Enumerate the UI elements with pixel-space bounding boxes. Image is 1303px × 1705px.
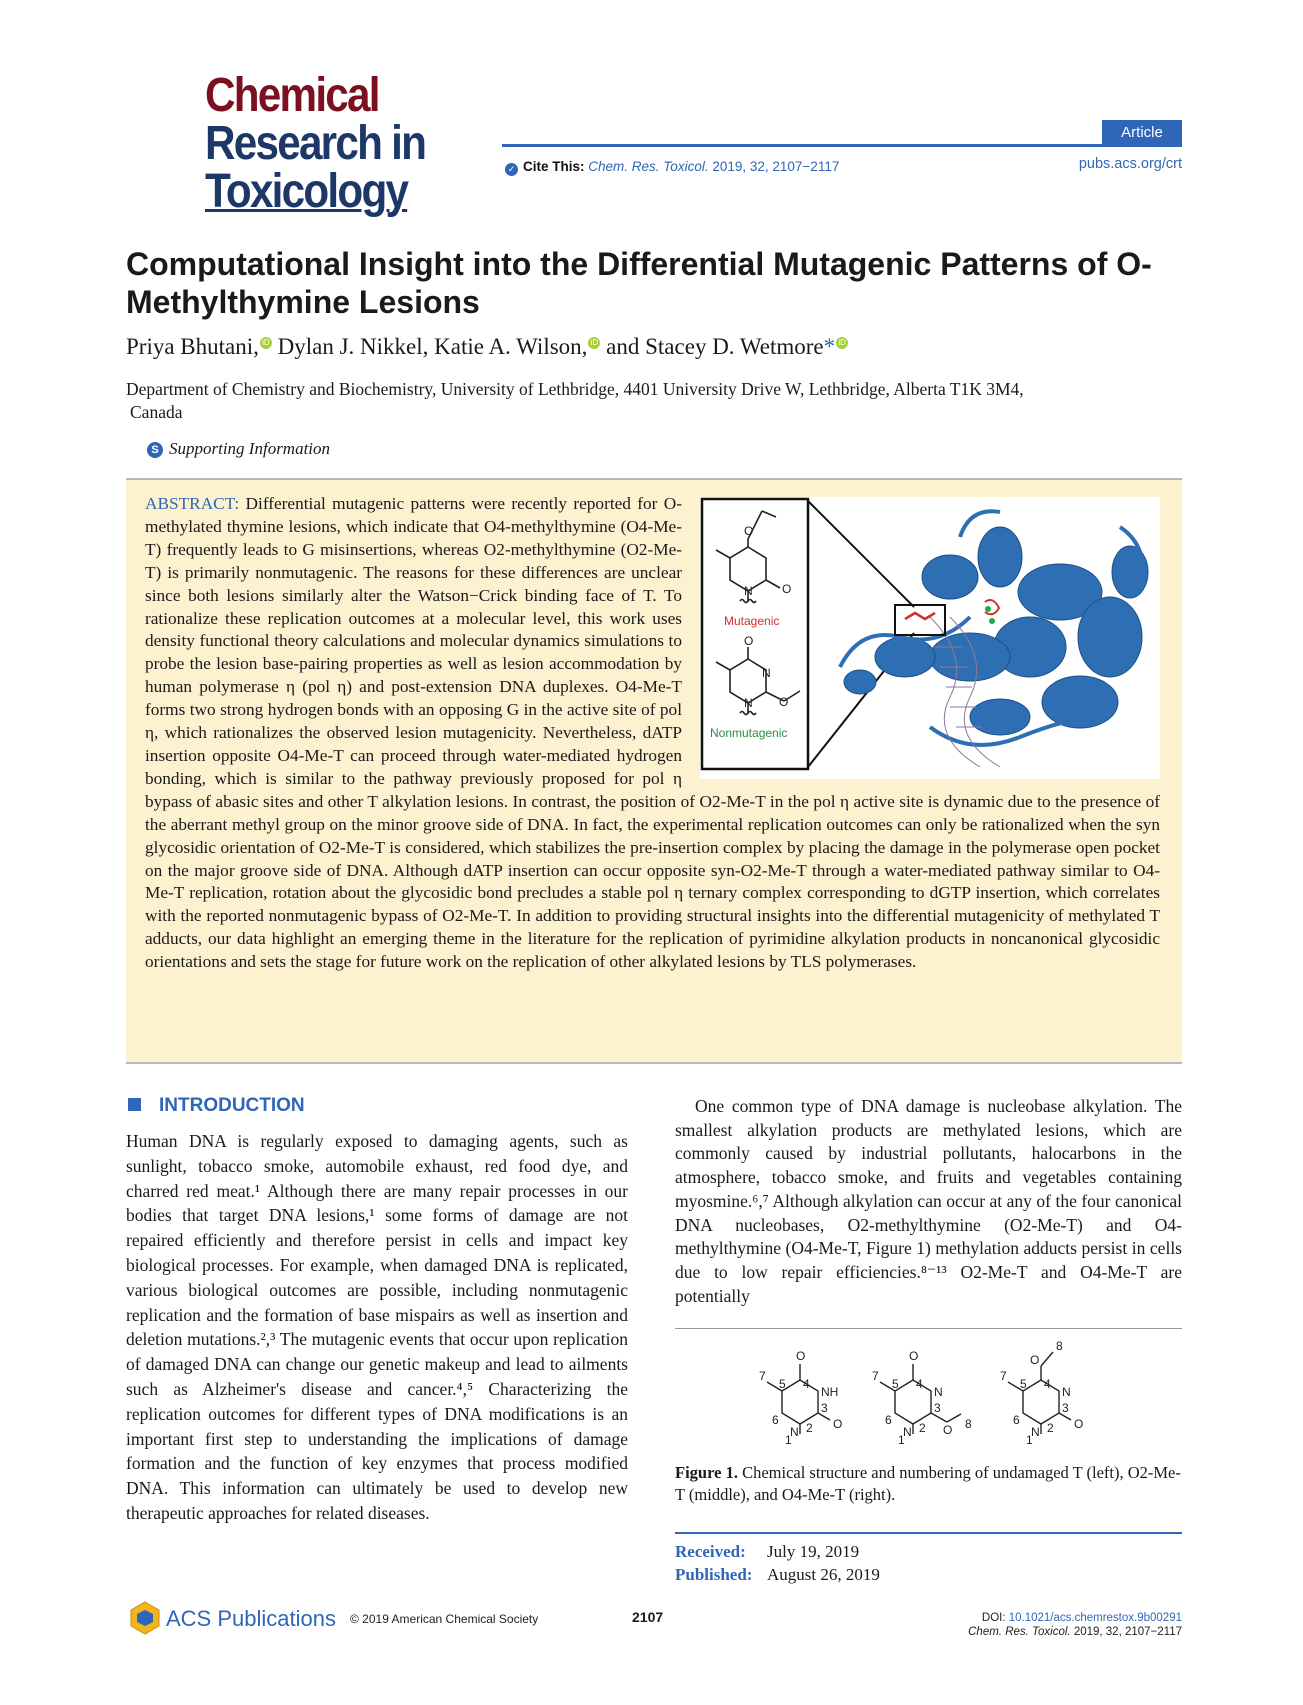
affiliation-country: Canada bbox=[130, 402, 183, 422]
logo-line-1: Chemical bbox=[205, 69, 379, 122]
abstract-label: ABSTRACT: bbox=[145, 494, 240, 513]
affiliation bbox=[126, 378, 1186, 424]
abstract bbox=[145, 493, 1160, 974]
svg-text:4: 4 bbox=[1044, 1377, 1051, 1391]
section-bullet-icon bbox=[128, 1098, 141, 1111]
author-name[interactable]: and Stacey D. Wetmore bbox=[606, 334, 824, 359]
publisher-name: ACS Publications bbox=[166, 1606, 336, 1631]
author-name[interactable]: Priya Bhutani, bbox=[126, 334, 259, 359]
logo-line-3: Toxicology bbox=[205, 165, 408, 218]
cite-this[interactable] bbox=[505, 159, 839, 176]
received-label: Received: bbox=[675, 1542, 746, 1561]
svg-text:8: 8 bbox=[1056, 1339, 1063, 1353]
supporting-info-icon: S bbox=[147, 442, 163, 458]
footer-citation: 2019, 32, 2107−2117 bbox=[1073, 1626, 1182, 1638]
svg-text:7: 7 bbox=[872, 1369, 879, 1383]
svg-text:4: 4 bbox=[916, 1377, 923, 1391]
check-icon: ✓ bbox=[505, 163, 518, 176]
zoom-line bbox=[808, 501, 914, 607]
nonmutagenic-label: Nonmutagenic bbox=[710, 726, 788, 740]
svg-text:4: 4 bbox=[803, 1377, 810, 1391]
svg-text:6: 6 bbox=[885, 1413, 892, 1427]
acs-hexagon-icon bbox=[128, 1600, 162, 1636]
svg-text:1: 1 bbox=[898, 1433, 905, 1447]
publication-dates bbox=[675, 1540, 880, 1586]
doi-label: DOI: bbox=[981, 1612, 1006, 1624]
svg-text:5: 5 bbox=[892, 1377, 899, 1391]
header-rule bbox=[502, 144, 1182, 147]
nitrogen-label: N bbox=[762, 666, 771, 680]
section-heading bbox=[128, 1095, 305, 1117]
toc-graphic-svg bbox=[700, 497, 1160, 779]
figure-1 bbox=[675, 1338, 1182, 1458]
cite-label: Cite This: bbox=[523, 159, 585, 174]
figure-1-caption bbox=[675, 1462, 1182, 1506]
orcid-icon[interactable]: iD bbox=[588, 337, 600, 349]
intro-paragraph: Human DNA is regularly exposed to damaging agents, such as sunlight, tobacco smoke, automobile exhaust, red food dye, and charred red meat.¹ Although there are many repair processes in our bodies that target DNA lesions,¹ some forms of damage are not repaired efficiently and therefore persist in cells and impact key biological processes. For example, when damaged DNA is replicated, various biological outcomes are possible, including nonmutagenic replication and the formation of base mispairs as well as insertion and deletion mutations.²,³ The mutagenic events that occur upon replication of damaged DNA can change our genetic makeup and lead to ailments such as Alzheimer's disease and cancer.⁴,⁵ Characterizing the replication outcomes for different types of DNA modifications is an important first step to understanding the implications of damage formation and the function of key enzymes that process modified DNA. This information can ultimately be used to develop new therapeutic approaches for related diseases. bbox=[126, 1131, 628, 1523]
svg-text:6: 6 bbox=[1013, 1413, 1020, 1427]
journal-logo[interactable] bbox=[205, 69, 445, 218]
published-label: Published: bbox=[675, 1565, 753, 1584]
doi-link[interactable]: 10.1021/acs.chemrestox.9b00291 bbox=[1008, 1612, 1182, 1624]
supporting-info-link[interactable] bbox=[147, 439, 330, 459]
caption-label: Figure 1. bbox=[675, 1463, 738, 1482]
caption-text: Chemical structure and numbering of undamaged T (left), O2-Me-T (middle), and O4-Me-T (right). bbox=[675, 1463, 1181, 1504]
abstract-text: Differential mutagenic patterns were recently reported for O-methylated thymine lesions, which indicate that O4-methylthymine (O4-Me-T) frequently leads to G misinsertions, whereas O2-methylthymine (O2-Me-T) is primarily nonmutagenic. The reasons for these differences are unclear since both lesions similarly alter the Watson−Crick binding face of T. To rationalize these replication outcomes at a molecular level, this work uses density functional theory calculations and molecular dynamics simulations to probe the lesion base-pairing properties as well as lesion accommodation by human polymerase η (pol η) and post-extension DNA duplexes. O4-Me-T forms two strong hydrogen bonds with an opposing G in the active site of pol η, which rationalizes the observed lesion mutagenicity. Nevertheless, dATP insertion opposite O4-Me-T can proceed through water-mediated hydrogen bonding, which is similar to the pathway previously proposed for pol η bypass of abasic sites and other T alkylation lesions. In contrast, the position of O2-Me-T in the pol η active site is dynamic due to the presence of the aberrant methyl group on the minor groove side of DNA. In fact, the experimental replication outcomes can only be rationalized when the syn glycosidic orientation of O2-Me-T is considered, which stabilizes the pre-insertion complex by placing the damage in the polymerase open pocket on the major groove side of DNA. Although dATP insertion can occur opposite syn-O2-Me-T through a water-mediated pathway similar to O4-Me-T replication, rotation about the glycosidic bond precludes a stable pol η ternary complex corresponding to dGTP insertion, which correlates with the reported nonmutagenic bypass of O2-Me-T. In addition to providing structural insights into the differential mutagenicity of methylated T adducts, our data highlight an emerging theme in the literature for the replication of pyrimidine alkylation products in noncanonical glycosidic orientations and sets the stage for future work on the replication of other alkylated lesions by TLS polymerases. bbox=[145, 494, 1160, 972]
section-heading-text: INTRODUCTION bbox=[159, 1095, 305, 1116]
orcid-icon[interactable]: iD bbox=[836, 337, 848, 349]
nitrogen-label: N bbox=[744, 696, 753, 710]
svg-text:7: 7 bbox=[759, 1369, 766, 1383]
intro-left-column bbox=[126, 1129, 628, 1526]
figure-1-structures bbox=[675, 1338, 1182, 1458]
affiliation-line: Department of Chemistry and Biochemistry, University of Lethbridge, 4401 University Drive W, Lethbridge, Alberta T1K 3M4, bbox=[126, 379, 1024, 399]
svg-text:1: 1 bbox=[785, 1433, 792, 1447]
svg-text:O: O bbox=[943, 1423, 953, 1437]
journal-url-link[interactable]: pubs.acs.org/crt bbox=[1078, 156, 1182, 172]
svg-text:O: O bbox=[1030, 1353, 1040, 1367]
svg-text:1: 1 bbox=[1026, 1433, 1033, 1447]
received-date: July 19, 2019 bbox=[767, 1542, 860, 1561]
svg-text:3: 3 bbox=[821, 1401, 828, 1415]
orcid-icon[interactable]: iD bbox=[260, 337, 272, 349]
svg-text:8: 8 bbox=[965, 1417, 972, 1431]
doi-block bbox=[968, 1611, 1182, 1639]
metal-ion bbox=[985, 606, 991, 612]
mutagenic-label: Mutagenic bbox=[724, 614, 780, 628]
svg-text:2: 2 bbox=[919, 1421, 926, 1435]
metal-ion bbox=[989, 618, 995, 624]
logo-line-2: Research in bbox=[205, 117, 426, 170]
dates-rule bbox=[675, 1532, 1182, 1534]
svg-text:2: 2 bbox=[806, 1421, 813, 1435]
active-site-box bbox=[895, 605, 945, 635]
oxygen-label: O bbox=[779, 695, 789, 709]
protein-structure bbox=[844, 527, 1148, 735]
author-list bbox=[126, 334, 848, 360]
figure-rule bbox=[675, 1328, 1182, 1329]
svg-text:O: O bbox=[796, 1349, 806, 1363]
svg-text:N: N bbox=[1031, 1425, 1040, 1439]
toc-graphic bbox=[700, 497, 1160, 779]
author-name[interactable]: Dylan J. Nikkel, bbox=[277, 334, 429, 359]
svg-text:O: O bbox=[909, 1349, 919, 1363]
svg-text:N: N bbox=[903, 1425, 912, 1439]
oxygen-label: O bbox=[744, 634, 754, 648]
supporting-info-label: Supporting Information bbox=[169, 439, 331, 458]
svg-text:6: 6 bbox=[772, 1413, 779, 1427]
oxygen-label: O bbox=[782, 582, 792, 596]
cite-volume[interactable]: 2019, 32, 2107−2117 bbox=[712, 159, 840, 174]
page-number: 2107 bbox=[632, 1609, 664, 1625]
intro-paragraph: One common type of DNA damage is nucleobase alkylation. The smallest alkylation products are methylated lesions, which are commonly caused by industrial pollutants, halocarbons in the atmosphere, tobacco smoke, and fruits and vegetables containing myosmine.⁶,⁷ Although alkylation can occur at any of the four canonical DNA nucleobases, O2-methylthymine (O2-Me-T) and O4-methylthymine (O4-Me-T, Figure 1) methylation adducts persist in cells due to low repair efficiencies.⁸⁻¹³ O2-Me-T and O4-Me-T are potentially bbox=[675, 1096, 1182, 1306]
article-type-badge: Article bbox=[1102, 120, 1182, 146]
author-name[interactable]: Katie A. Wilson, bbox=[434, 334, 588, 359]
oxygen-label: O bbox=[744, 524, 754, 538]
svg-text:N: N bbox=[790, 1425, 799, 1439]
copyright: © 2019 American Chemical Society bbox=[350, 1612, 539, 1626]
acs-publications-logo[interactable] bbox=[128, 1600, 336, 1641]
published-date: August 26, 2019 bbox=[767, 1565, 880, 1584]
svg-text:N: N bbox=[1062, 1385, 1071, 1399]
nitrogen-label: N bbox=[744, 584, 753, 598]
svg-text:O: O bbox=[833, 1417, 843, 1431]
svg-text:7: 7 bbox=[1000, 1369, 1007, 1383]
svg-text:O: O bbox=[1074, 1417, 1084, 1431]
article-title: Computational Insight into the Differential Mutagenic Patterns of O-Methylthymine Lesions bbox=[126, 246, 1152, 320]
intro-right-column bbox=[675, 1095, 1182, 1308]
svg-text:NH: NH bbox=[821, 1385, 839, 1399]
footer-journal: Chem. Res. Toxicol. bbox=[968, 1626, 1071, 1638]
svg-text:5: 5 bbox=[779, 1377, 786, 1391]
svg-text:3: 3 bbox=[1062, 1401, 1069, 1415]
svg-text:5: 5 bbox=[1020, 1377, 1027, 1391]
svg-text:3: 3 bbox=[934, 1401, 941, 1415]
svg-text:N: N bbox=[934, 1385, 943, 1399]
corresponding-author-star-icon[interactable]: * bbox=[823, 334, 836, 359]
cite-journal[interactable]: Chem. Res. Toxicol. bbox=[588, 159, 709, 174]
svg-text:2: 2 bbox=[1047, 1421, 1054, 1435]
